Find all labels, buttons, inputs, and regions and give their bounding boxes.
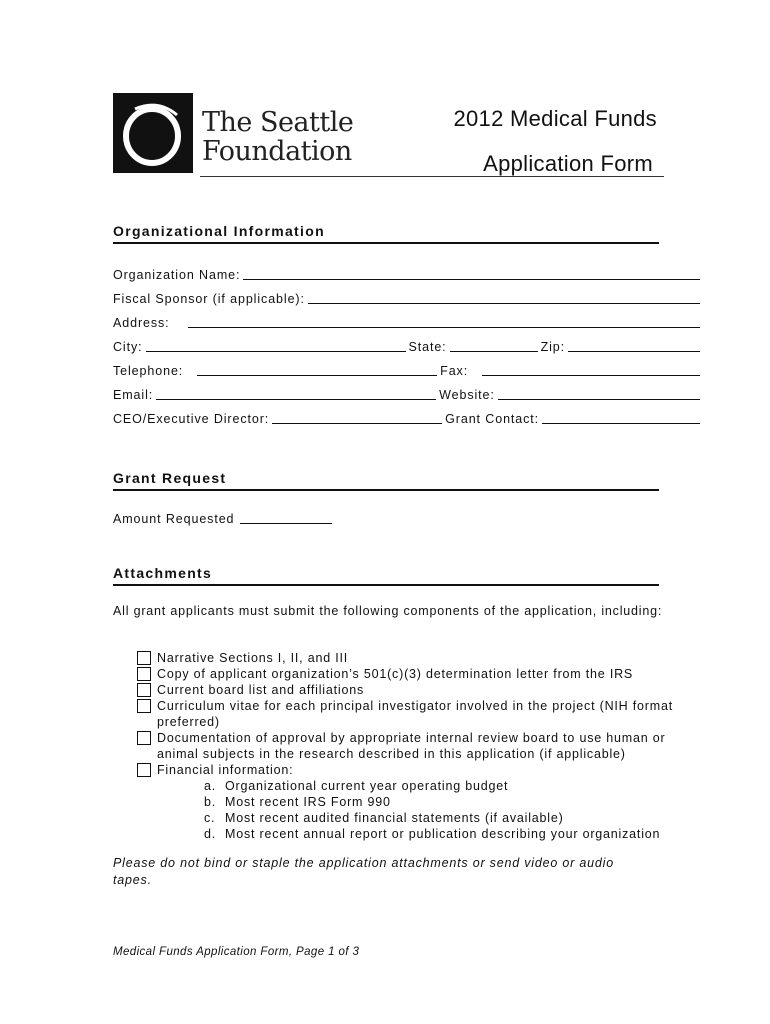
header-divider: [200, 176, 664, 177]
checklist-item-label: Financial information:: [157, 763, 294, 777]
list-letter: c.: [204, 811, 216, 825]
website-label: Website:: [439, 388, 495, 402]
organization-name-label: Organization Name:: [113, 268, 241, 282]
financial-sublist: [137, 778, 677, 842]
state-field[interactable]: [450, 350, 538, 352]
email-website-row: [113, 386, 703, 402]
city-state-zip-row: [113, 338, 703, 354]
checkbox[interactable]: [137, 667, 151, 681]
checklist-item-label: Documentation of approval by appropriate internal review board to use human or animal subjects in the research described in this application (if applicable): [157, 731, 666, 761]
ceo-label: CEO/Executive Director:: [113, 412, 270, 426]
attachments-intro: All grant applicants must submit the following components of the application, including:: [113, 604, 663, 618]
website-field[interactable]: [498, 398, 700, 400]
attachments-checklist: [137, 650, 677, 842]
checklist-item: [137, 762, 677, 778]
logo-line-1: The Seattle: [202, 107, 354, 138]
seattle-foundation-logo-icon: [113, 93, 193, 173]
fiscal-sponsor-field[interactable]: [308, 302, 700, 304]
list-item: [204, 810, 677, 826]
ceo-contact-row: [113, 410, 703, 426]
email-field[interactable]: [156, 398, 436, 400]
checkbox[interactable]: [137, 651, 151, 665]
telephone-field[interactable]: [197, 374, 437, 376]
telephone-fax-row: [113, 362, 703, 378]
address-label: Address:: [113, 316, 170, 330]
fax-label: Fax:: [440, 364, 469, 378]
ceo-field[interactable]: [272, 422, 442, 424]
fiscal-sponsor-row: [113, 290, 703, 306]
list-item: [204, 778, 677, 794]
list-item-text: Most recent audited financial statements (if available): [225, 811, 564, 825]
fax-field[interactable]: [482, 374, 700, 376]
logo-wordmark: [202, 108, 353, 166]
form-title: 2012 Medical Funds: [453, 106, 657, 131]
checklist-item: [137, 698, 677, 730]
amount-requested-label: Amount Requested: [113, 512, 235, 526]
checklist-item: [137, 650, 677, 666]
checklist-item: [137, 682, 677, 698]
org-info-heading: Organizational Information: [113, 223, 659, 244]
list-letter: a.: [204, 779, 217, 793]
list-item-text: Organizational current year operating budget: [225, 779, 509, 793]
grant-request-heading: Grant Request: [113, 470, 659, 491]
city-label: City:: [113, 340, 143, 354]
telephone-label: Telephone:: [113, 364, 184, 378]
checklist-item-label: Curriculum vitae for each principal investigator involved in the project (NIH format preferred): [157, 699, 673, 729]
email-label: Email:: [113, 388, 154, 402]
amount-requested-field[interactable]: [240, 522, 332, 524]
zip-label: Zip:: [540, 340, 565, 354]
list-letter: b.: [204, 795, 217, 809]
checkbox[interactable]: [137, 683, 151, 697]
list-item-text: Most recent IRS Form 990: [225, 795, 391, 809]
checklist-item-label: Current board list and affiliations: [157, 683, 365, 697]
checklist-item-label: Narrative Sections I, II, and III: [157, 651, 349, 665]
checklist-item-label: Copy of applicant organization’s 501(c)(3) determination letter from the IRS: [157, 667, 634, 681]
checklist-item: [137, 730, 677, 762]
attachments-note: Please do not bind or staple the application attachments or send video or audio tapes.: [113, 856, 614, 887]
grant-contact-label: Grant Contact:: [445, 412, 540, 426]
checkbox[interactable]: [137, 731, 151, 745]
list-item-text: Most recent annual report or publication describing your organization: [225, 827, 661, 841]
address-field[interactable]: [188, 326, 700, 328]
fiscal-sponsor-label: Fiscal Sponsor (if applicable):: [113, 292, 305, 306]
organization-name-row: [113, 266, 703, 282]
attachments-heading: Attachments: [113, 565, 659, 586]
zip-field[interactable]: [568, 350, 700, 352]
grant-contact-field[interactable]: [542, 422, 700, 424]
checkbox[interactable]: [137, 699, 151, 713]
state-label: State:: [408, 340, 447, 354]
list-item: [204, 826, 677, 842]
checklist-item: [137, 666, 677, 682]
form-subtitle: Application Form: [483, 151, 653, 176]
logo-line-2: Foundation: [202, 136, 352, 167]
organization-name-field[interactable]: [243, 278, 700, 280]
city-field[interactable]: [146, 350, 406, 352]
list-letter: d.: [204, 827, 217, 841]
page-footer: Medical Funds Application Form, Page 1 of 3: [113, 946, 360, 958]
list-item: [204, 794, 677, 810]
checkbox[interactable]: [137, 763, 151, 777]
address-row: [113, 314, 703, 330]
amount-requested-row: [113, 510, 343, 526]
